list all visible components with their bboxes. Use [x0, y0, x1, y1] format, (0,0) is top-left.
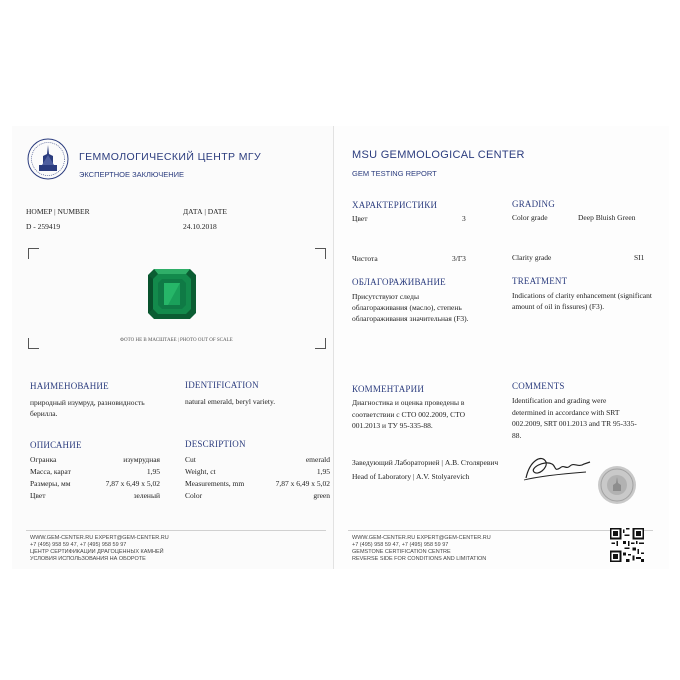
desc-row-value: 1,95 [146, 467, 160, 476]
desc-row [30, 491, 160, 503]
treatment-text-ru: Присутствуют следы облагораживания (масло), степень облагораживания значительная (F3). [352, 292, 469, 323]
treatment-label-ru: ОБЛАГОРАЖИВАНИЕ [352, 277, 446, 287]
desc-row [185, 491, 330, 503]
head-of-lab-ru: Заведующий Лабораторией | А.В. Столяревич [352, 458, 499, 467]
color-en-label: Color grade [512, 213, 548, 222]
clarity-ru-value: 3/Г3 [452, 254, 466, 263]
desc-row-label: Масса, карат [30, 467, 71, 476]
photo-frame-corner [315, 248, 326, 259]
footer-line: GEMSTONE CERTIFICATION CENTRE [352, 549, 451, 555]
footer-line: ЦЕНТР СЕРТИФИКАЦИИ ДРАГОЦЕННЫХ КАМНЕЙ [30, 549, 164, 555]
footer-line: WWW.GEM-CENTER.RU EXPERT@GEM-CENTER.RU [352, 535, 491, 541]
desc-row [30, 467, 160, 479]
comments-label-ru: КОММЕНТАРИИ [352, 384, 425, 394]
emerald-photo [148, 269, 196, 319]
clarity-en-value: SI1 [634, 253, 645, 262]
naming-label-en: IDENTIFICATION [185, 380, 259, 390]
desc-label-en: DESCRIPTION [185, 439, 246, 449]
desc-row-value: emerald [305, 455, 330, 464]
naming-label-ru: НАИМЕНОВАНИЕ [30, 381, 109, 391]
desc-row-value: 1,95 [316, 467, 330, 476]
desc-row-label: Measurements, mm [185, 479, 245, 488]
clarity-ru-label: Чистота [352, 254, 378, 263]
desc-row-label: Размеры, мм [30, 479, 71, 488]
footer-line: УСЛОВИЯ ИСПОЛЬЗОВАНИЯ НА ОБОРОТЕ [30, 556, 146, 562]
treatment-text-en: Indications of clarity enhancement (significant amount of oil in fissures) (F3). [512, 291, 652, 311]
desc-table-en [185, 455, 330, 503]
color-ru-label: Цвет [352, 214, 368, 223]
comments-text-ru: Диагностика и оценка проведены в соответствии с СТО 002.2009, СТО 001.2013 и ТУ 95-335-88. [352, 398, 466, 430]
grading-label: GRADING [512, 199, 555, 209]
left-doc-subtitle: ЭКСПЕРТНОЕ ЗАКЛЮЧЕНИЕ [79, 170, 185, 179]
photo-frame-corner [28, 338, 39, 349]
char-label: ХАРАКТЕРИСТИКИ [352, 200, 438, 210]
desc-row [30, 479, 160, 491]
desc-row-label: Weight, ct [185, 467, 216, 476]
treatment-label-en: TREATMENT [512, 276, 568, 286]
head-of-lab-en: Head of Laboratory | A.V. Stolyarevich [352, 472, 470, 481]
desc-row [185, 455, 330, 467]
desc-row-value: 7,87 x 6,49 x 5,02 [275, 479, 330, 488]
color-en-value: Deep Bluish Green [578, 213, 636, 222]
left-footer [30, 535, 169, 563]
desc-row-label: Цвет [30, 491, 46, 500]
photo-caption: ФОТО НЕ В МАСШТАБЕ | PHOTO OUT OF SCALE [120, 338, 233, 343]
desc-row [185, 467, 330, 479]
naming-value-en: natural emerald, beryl variety. [185, 397, 276, 406]
desc-row-value: изумрудная [123, 455, 160, 464]
comments-label-en: COMMENTS [512, 381, 565, 391]
desc-row-value: 7,87 x 6,49 x 5,02 [105, 479, 160, 488]
right-footer-divider [348, 530, 653, 531]
footer-line: +7 (495) 958 59 47, +7 (495) 958 59 97 [30, 542, 127, 548]
desc-table-ru [30, 455, 160, 503]
desc-label-ru: ОПИСАНИЕ [30, 440, 82, 450]
right-doc-subtitle: GEM TESTING REPORT [352, 169, 437, 178]
date-label: ДАТА | DATE [183, 207, 227, 216]
page-fold [333, 126, 334, 569]
naming-value-ru: природный изумруд, разновидность берилла. [30, 398, 145, 418]
photo-frame-corner [315, 338, 326, 349]
desc-row [185, 479, 330, 491]
desc-row-label: Color [185, 491, 203, 500]
comments-text-en: Identification and grading were determined in accordance with SRT 002.2009, SRT 001.2013 and TR 95-335-88. [512, 396, 637, 440]
signature-icon [520, 450, 592, 486]
clarity-en-label: Clarity grade [512, 253, 552, 262]
color-ru-value: 3 [462, 214, 466, 223]
photo-frame-corner [28, 248, 39, 259]
desc-row-value: зеленый [133, 491, 160, 500]
right-org-title: MSU GEMMOLOGICAL CENTER [352, 149, 525, 161]
qr-code-icon [610, 528, 644, 562]
number-value: D - 259419 [26, 222, 61, 231]
desc-row-label: Огранка [30, 455, 57, 464]
desc-row-value: green [313, 491, 330, 500]
desc-row-label: Cut [185, 455, 196, 464]
left-org-title: ГЕММОЛОГИЧЕСКИЙ ЦЕНТР МГУ [79, 151, 262, 163]
footer-line: +7 (495) 958 59 47, +7 (495) 958 59 97 [352, 542, 449, 548]
date-value: 24.10.2018 [183, 222, 217, 231]
right-footer [352, 535, 491, 563]
number-label: НОМЕР | NUMBER [26, 207, 90, 216]
footer-line: WWW.GEM-CENTER.RU EXPERT@GEM-CENTER.RU [30, 535, 169, 541]
msu-logo-icon [26, 137, 70, 181]
footer-line: REVERSE SIDE FOR CONDITIONS AND LIMITATION [352, 556, 487, 562]
left-footer-divider [26, 530, 326, 531]
seal-stamp-icon [597, 465, 637, 505]
desc-row [30, 455, 160, 467]
